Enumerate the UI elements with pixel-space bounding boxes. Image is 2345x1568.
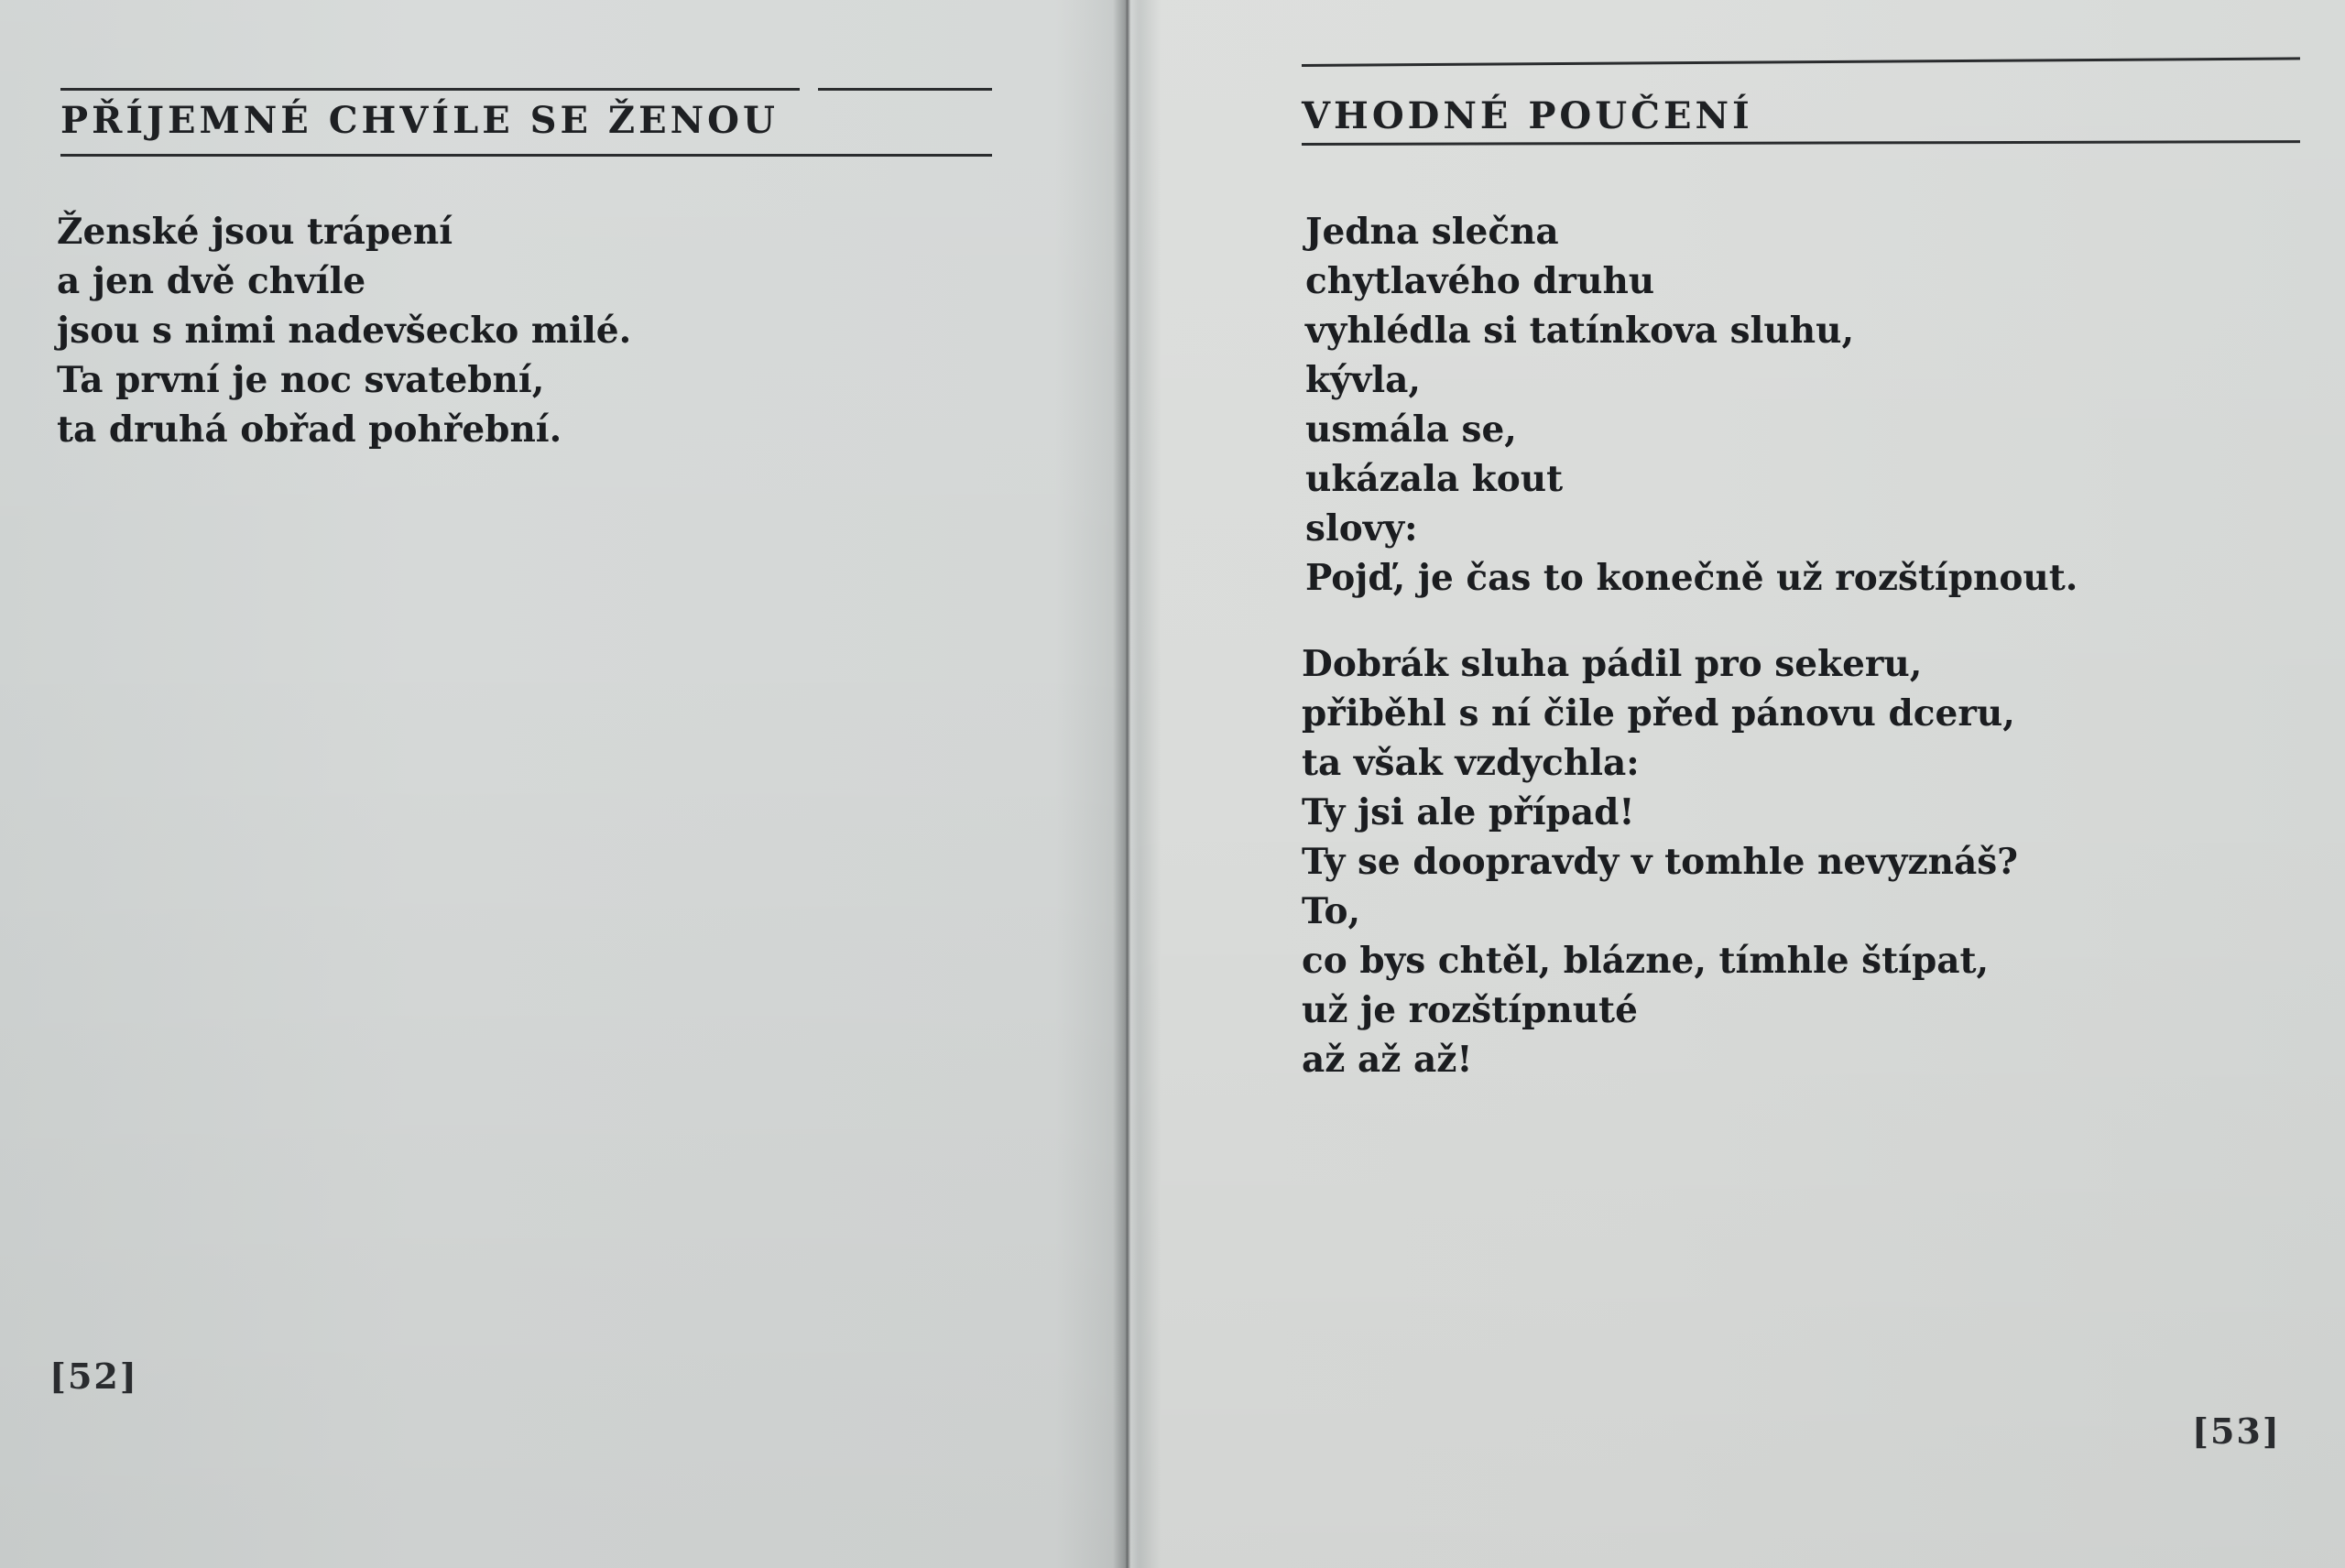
poem-line: Ty jsi ale případ!: [1302, 791, 1635, 833]
left-page: [0, 0, 1122, 1568]
poem-line: ta však vzdychla:: [1302, 742, 1640, 784]
poem-line: až až až!: [1302, 1039, 1473, 1081]
page-number: [52]: [49, 1356, 138, 1397]
stanza-1: [1305, 207, 2078, 603]
title-rule-bottom: [1302, 140, 2300, 146]
poem-line: slovy:: [1305, 507, 1418, 550]
poem-line: ukázala kout: [1305, 458, 1564, 500]
poem-title: VHODNÉ POUČENÍ: [1302, 94, 1753, 137]
title-rule-top-right: [818, 88, 992, 91]
poem-line: Ta první je noc svatební,: [57, 359, 545, 401]
poem-line: Ženské jsou trápení: [57, 211, 453, 253]
book-gutter: [1113, 0, 1140, 1568]
poem-line: usmála se,: [1305, 408, 1517, 451]
poem-line: Dobrák sluha pádil pro sekeru,: [1302, 643, 1923, 685]
poem-title: PŘÍJEMNÉ CHVÍLE SE ŽENOU: [60, 99, 779, 142]
poem-line: Pojď, je čas to konečně už rozštípnout.: [1305, 557, 2078, 599]
poem-line: Ty se doopravdy v tomhle nevyznáš?: [1302, 841, 2019, 883]
poem-line: chytlavého druhu: [1305, 260, 1655, 302]
poem-line: jsou s nimi nadevšecko milé.: [57, 310, 632, 352]
poem-line: přiběhl s ní čile před pánovu dceru,: [1302, 692, 2015, 735]
poem-line: vyhlédla si tatínkova sluhu,: [1305, 310, 1855, 352]
poem-body: [57, 207, 631, 454]
poem-line: To,: [1302, 890, 1361, 932]
poem-line: už je rozštípnuté: [1302, 989, 1638, 1031]
right-page: [1122, 0, 2345, 1568]
title-rule-top: [60, 88, 800, 91]
title-rule-bottom: [60, 154, 992, 157]
title-rule-top: [1302, 57, 2300, 67]
poem-line: a jen dvě chvíle: [57, 260, 366, 302]
poem-line: co bys chtěl, blázne, tímhle štípat,: [1302, 940, 1990, 982]
poem-line: ta druhá obřad pohřební.: [57, 408, 562, 451]
stanza-2: [1302, 639, 2018, 1084]
page-number: [53]: [2192, 1410, 2281, 1452]
poem-line: Jedna slečna: [1305, 211, 1559, 253]
poem-line: kývla,: [1305, 359, 1422, 401]
